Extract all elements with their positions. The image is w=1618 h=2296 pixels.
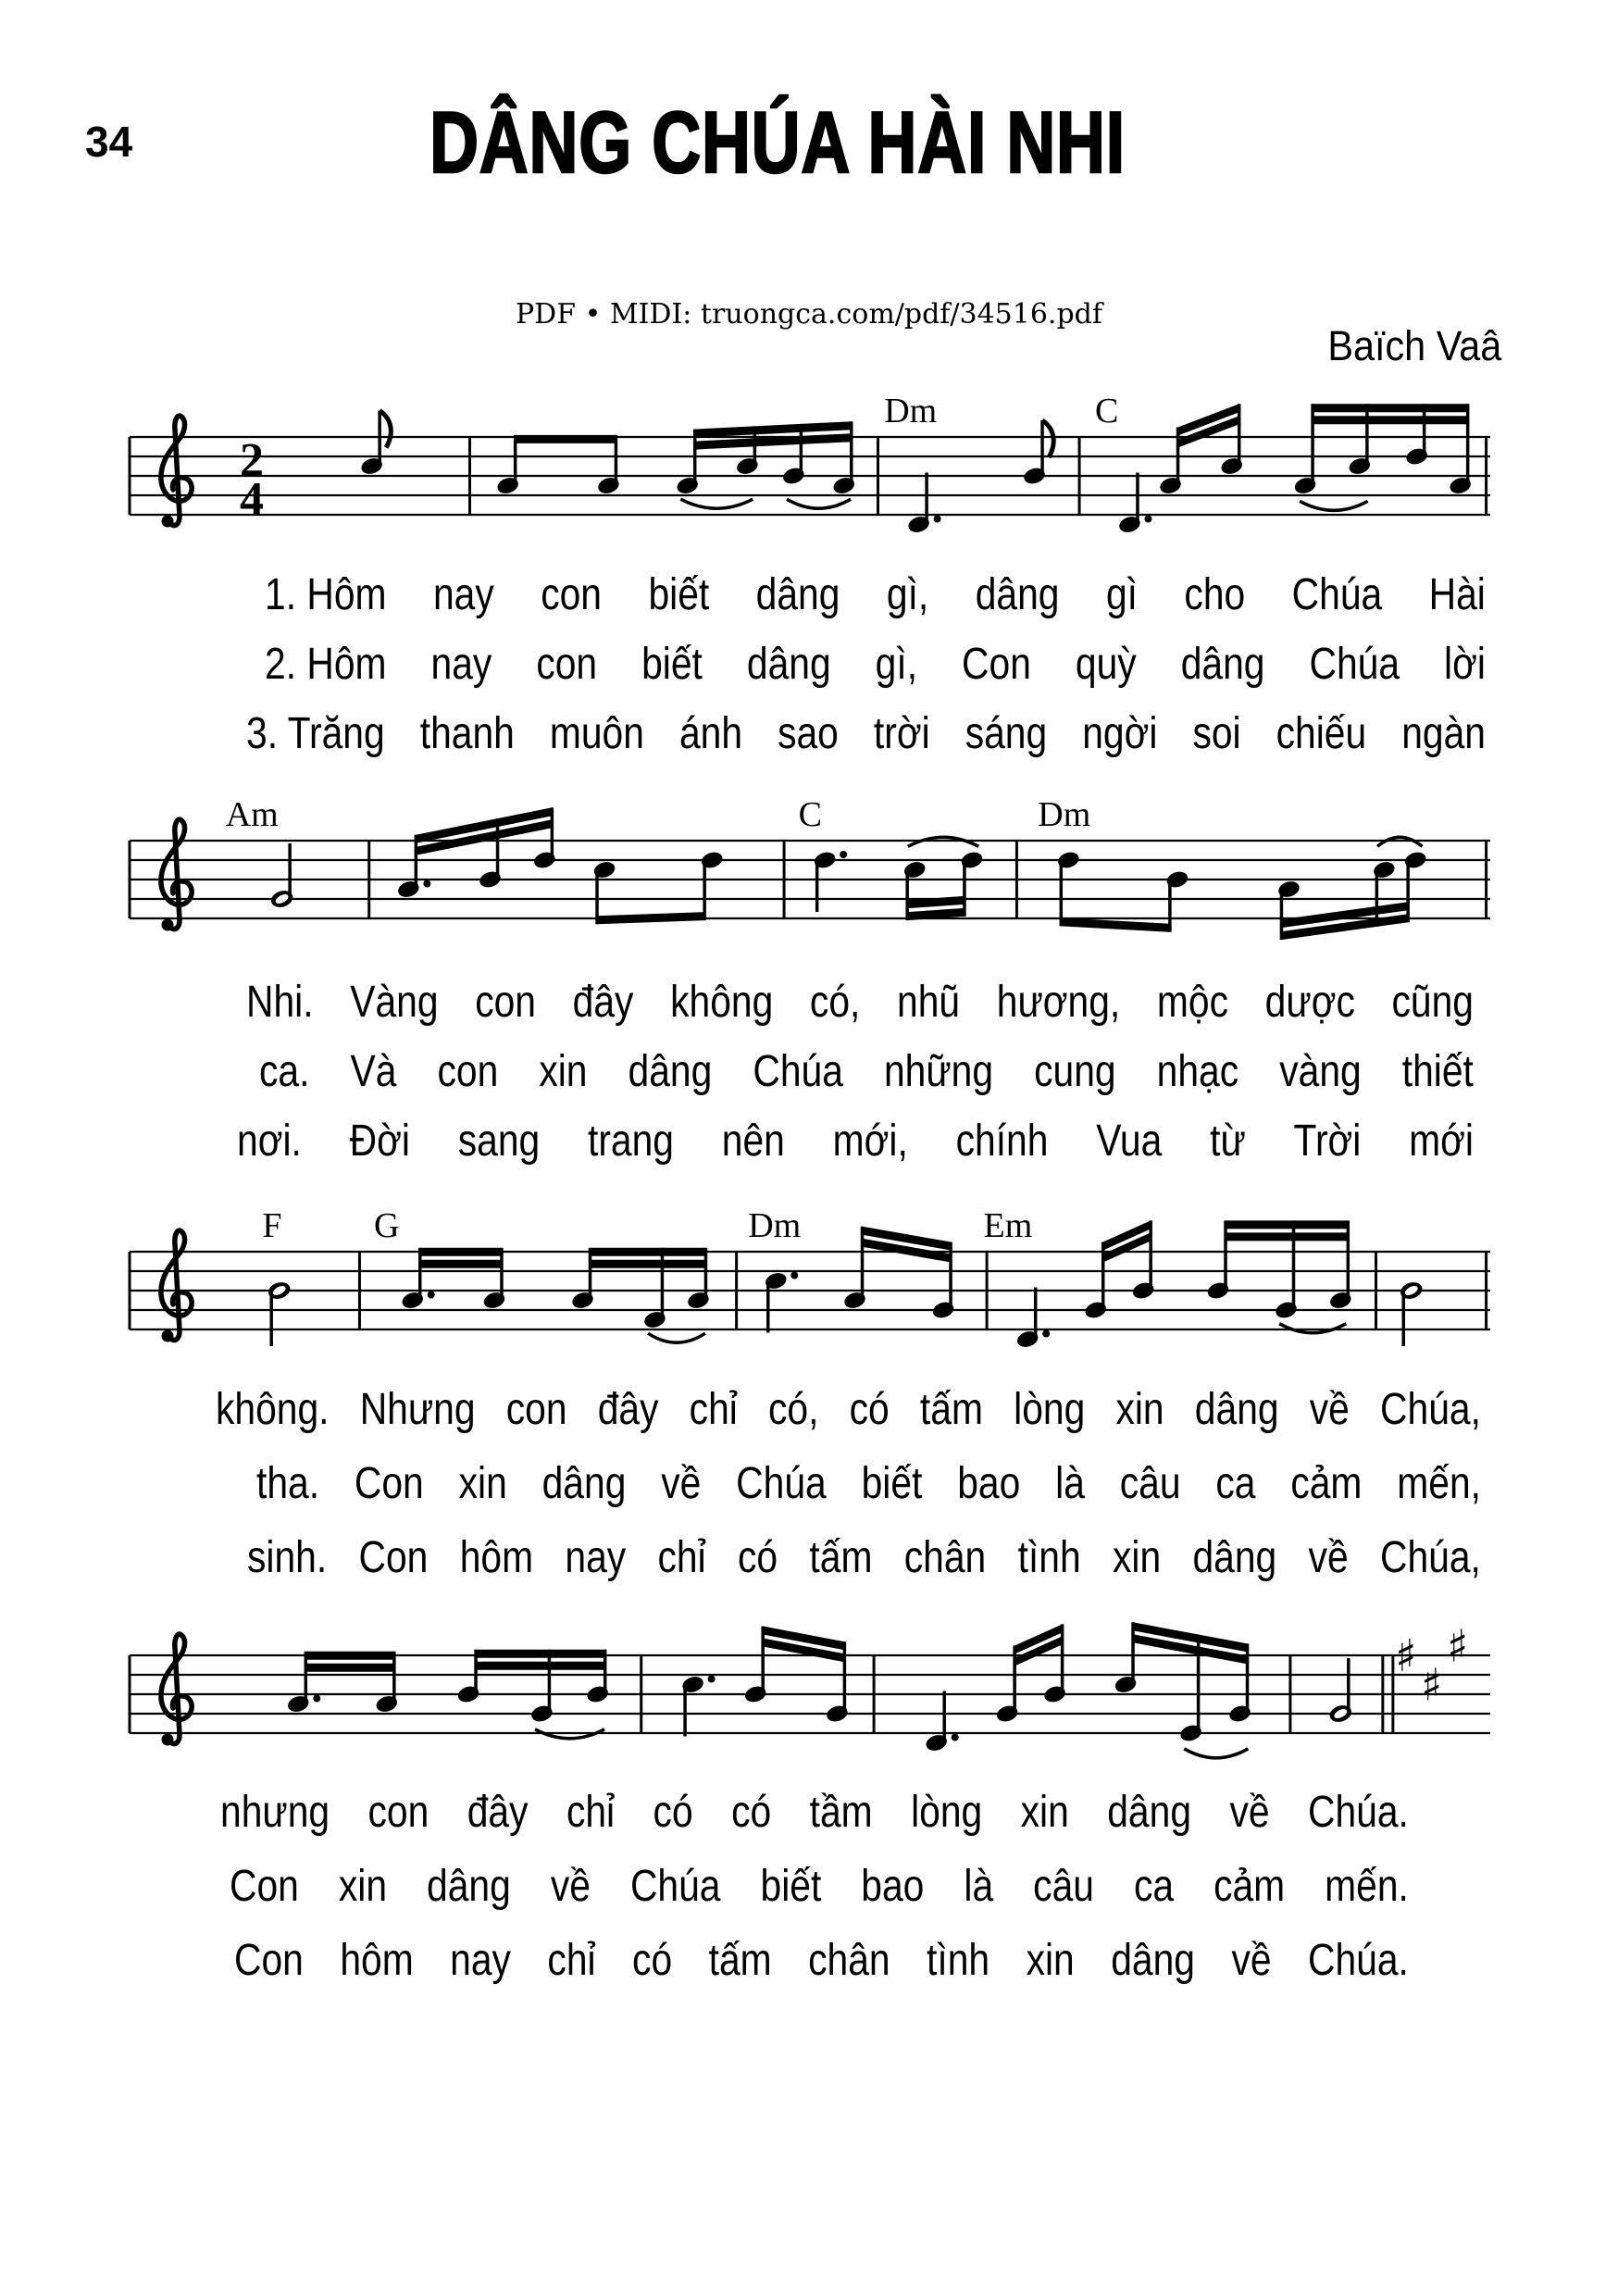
lyric-word: con <box>541 570 602 619</box>
time-signature-denominator: 4 <box>240 473 264 526</box>
lyric-word: mến, <box>1397 1459 1481 1508</box>
lyric-line-5 <box>259 1046 1474 1097</box>
lyric-word: có, <box>809 978 861 1027</box>
lyric-word: tấm <box>708 1936 772 1985</box>
chord-symbol: Em <box>983 1206 1033 1245</box>
lyric-word: ngàn <box>1401 709 1486 758</box>
lyric-word: mới, <box>832 1117 908 1166</box>
slur-icon <box>787 499 851 508</box>
lyric-word: tầm <box>809 1788 873 1837</box>
lyric-word: cũng <box>1391 978 1474 1027</box>
lyric-word: 1. Hôm <box>265 570 387 619</box>
lyric-word: lòng <box>911 1788 983 1837</box>
lyric-word: từ <box>1210 1117 1246 1166</box>
lyric-word: 2. Hôm <box>265 640 387 689</box>
lyric-word: dâng <box>1180 640 1265 689</box>
lyric-word: là <box>964 1862 994 1911</box>
lyric-word: nay <box>450 1936 511 1985</box>
lyric-word: thanh <box>419 709 515 758</box>
lyric-word: đây <box>572 978 634 1027</box>
lyric-word: có <box>731 1788 772 1837</box>
lyric-word: xin <box>1115 1385 1164 1434</box>
lyric-word: Chúa <box>753 1047 843 1096</box>
lyric-word: ánh <box>678 709 743 758</box>
lyric-word: nay <box>432 570 494 619</box>
chord-symbol: G <box>373 1206 400 1245</box>
lyric-word: biết <box>648 570 710 619</box>
lyric-word: xin <box>338 1862 388 1911</box>
chord-symbol: Am <box>225 795 279 834</box>
lyric-word: trang <box>588 1117 675 1166</box>
slur-icon <box>908 837 978 846</box>
lyric-word: nhũ <box>897 978 961 1027</box>
lyric-word: Chúa, <box>1379 1533 1481 1582</box>
lyric-word: con <box>437 1047 499 1096</box>
time-signature-numerator: 2 <box>240 434 264 487</box>
lyric-word: dâng <box>1194 1385 1279 1434</box>
lyric-word: không <box>670 978 774 1027</box>
lyric-word: chiếu <box>1276 709 1367 758</box>
lyric-word: sáng <box>965 709 1048 758</box>
lyric-word: Chúa <box>1309 640 1400 689</box>
slur-icon <box>680 499 753 508</box>
lyric-word: dâng <box>975 570 1060 619</box>
lyric-line-12 <box>234 1935 1409 1986</box>
lyric-word: Chúa <box>736 1459 827 1508</box>
lyric-word: con <box>536 640 598 689</box>
lyric-word: nay <box>565 1533 627 1582</box>
lyric-word: có <box>653 1788 693 1837</box>
lyric-word: chân <box>903 1533 987 1582</box>
lyric-word: ca. <box>259 1047 310 1096</box>
lyric-word: nhạc <box>1156 1047 1239 1096</box>
lyric-word: cảm <box>1290 1459 1363 1508</box>
chord-symbol: Dm <box>1038 795 1091 834</box>
slur-icon <box>1184 1749 1248 1758</box>
lyric-word: mộc <box>1156 978 1229 1027</box>
lyric-word: những <box>883 1047 994 1096</box>
lyric-word: về <box>661 1459 702 1508</box>
lyric-word: con <box>505 1385 567 1434</box>
lyric-word: xin <box>1026 1936 1075 1985</box>
slur-icon <box>1300 501 1368 510</box>
lyric-word: hương, <box>996 978 1121 1027</box>
treble-clef-icon <box>161 416 192 527</box>
lyric-word: mới <box>1409 1117 1474 1166</box>
lyric-line-3 <box>246 708 1486 759</box>
lyric-word: nơi. <box>237 1117 302 1166</box>
lyric-word: về <box>1231 1936 1272 1985</box>
chord-symbol: F <box>262 1206 282 1245</box>
lyric-word: nhưng <box>220 1788 330 1837</box>
lyric-word: xin <box>1112 1533 1162 1582</box>
lyric-word: xin <box>1020 1788 1069 1837</box>
lyric-word: sang <box>457 1117 541 1166</box>
lyric-word: về <box>550 1862 591 1911</box>
lyric-word: Hài <box>1428 570 1486 619</box>
lyric-word: Con <box>354 1459 424 1508</box>
lyric-word: chỉ <box>689 1385 738 1434</box>
lyric-word: gì, <box>886 570 929 619</box>
slur-icon <box>1279 1324 1346 1333</box>
lyric-word: Chúa <box>629 1862 721 1911</box>
lyric-word: tấm <box>919 1385 983 1434</box>
lyric-line-4 <box>246 977 1474 1028</box>
lyric-word: xin <box>458 1459 507 1508</box>
lyric-word: ngời <box>1082 709 1158 758</box>
lyric-word: có, <box>768 1385 819 1434</box>
lyric-word: mến. <box>1325 1862 1409 1911</box>
lyric-word: dâng <box>628 1047 713 1096</box>
page-number: 34 <box>85 118 133 166</box>
lyric-word: chỉ <box>547 1936 596 1985</box>
lyric-word: sao <box>778 709 839 758</box>
lyric-word: cho <box>1184 570 1246 619</box>
chord-symbol: C <box>798 795 822 834</box>
lyric-word: dâng <box>1107 1788 1192 1837</box>
lyric-word: Chúa <box>1291 570 1383 619</box>
lyric-word: soi <box>1192 709 1241 758</box>
lyric-word: muôn <box>549 709 644 758</box>
lyric-word: biết <box>641 640 703 689</box>
lyric-word: về <box>1309 1385 1350 1434</box>
lyric-word: Chúa. <box>1307 1788 1409 1837</box>
lyric-word: tình <box>927 1936 990 1985</box>
lyric-word: Đời <box>349 1117 410 1166</box>
lyric-word: dâng <box>1192 1533 1277 1582</box>
lyric-word: chính <box>955 1117 1049 1166</box>
lyric-word: dâng <box>541 1459 627 1508</box>
lyric-word: hôm <box>340 1936 414 1985</box>
lyric-word: là <box>1055 1459 1085 1508</box>
lyric-word: ca <box>1133 1862 1175 1911</box>
lyric-line-6 <box>237 1116 1474 1167</box>
lyric-word: Con <box>358 1533 429 1582</box>
slur-icon <box>648 1333 705 1342</box>
lyric-word: đây <box>597 1385 659 1434</box>
lyric-word: biết <box>760 1862 822 1911</box>
lyric-word: biết <box>861 1459 923 1508</box>
sharp-icon: ♯ <box>1421 1659 1443 1712</box>
sharp-icon: ♯ <box>1447 1620 1469 1673</box>
lyric-word: câu <box>1033 1862 1094 1911</box>
lyric-word: 3. Trăng <box>246 709 385 758</box>
lyric-word: Nhưng <box>359 1385 476 1434</box>
lyric-word: nên <box>721 1117 785 1166</box>
lyric-word: con <box>367 1788 429 1837</box>
treble-clef-icon <box>161 1230 192 1341</box>
slur-icon <box>1377 837 1423 846</box>
lyric-word: Vàng <box>350 978 439 1027</box>
lyric-line-2 <box>265 639 1486 690</box>
lyric-word: Trời <box>1293 1117 1362 1166</box>
lyric-word: dâng <box>746 640 831 689</box>
song-title: DÂNG CHÚA HÀI NHI <box>429 94 1126 191</box>
sharp-icon: ♯ <box>1395 1630 1417 1682</box>
lyric-word: nay <box>430 640 492 689</box>
lyric-word: có <box>738 1533 778 1582</box>
lyric-word: cung <box>1034 1047 1116 1096</box>
staff-system-2 <box>0 739 1618 1017</box>
lyric-word: Con <box>234 1936 304 1985</box>
lyric-word: chỉ <box>566 1788 616 1837</box>
lyric-word: Chúa. <box>1308 1936 1409 1985</box>
lyric-line-9 <box>247 1532 1481 1583</box>
pdf-midi-link-text: PDF • MIDI: truongca.com/pdf/34516.pdf <box>516 298 1102 331</box>
lyric-word: về <box>1308 1533 1349 1582</box>
lyric-word: thiết <box>1401 1047 1474 1096</box>
lyric-word: chỉ <box>657 1533 706 1582</box>
lyric-word: tình <box>1017 1533 1081 1582</box>
treble-clef-icon <box>161 1634 192 1745</box>
lyric-word: Chúa, <box>1380 1385 1481 1434</box>
lyric-word: có <box>632 1936 673 1985</box>
chord-symbol: C <box>1095 392 1119 430</box>
chord-symbol: Dm <box>884 392 938 430</box>
lyric-word: bao <box>861 1862 925 1911</box>
lyric-word: dâng <box>1111 1936 1195 1985</box>
lyric-word: về <box>1229 1788 1270 1837</box>
composer-credit: Baïch Vaâ <box>1327 322 1501 369</box>
lyric-line-10 <box>220 1787 1409 1838</box>
lyric-word: sinh. <box>247 1533 328 1582</box>
lyric-word: chân <box>808 1936 890 1985</box>
lyric-word: xin <box>539 1047 588 1096</box>
lyric-word: quỳ <box>1075 640 1137 689</box>
eighth-flag-icon <box>1042 420 1053 457</box>
lyric-word: gì, <box>875 640 918 689</box>
lyric-word: bao <box>957 1459 1021 1508</box>
lyric-word: Con <box>230 1862 299 1911</box>
lyric-word: Và <box>350 1047 397 1096</box>
lyric-word: cảm <box>1214 1862 1286 1911</box>
lyric-word: lời <box>1444 640 1486 689</box>
lyric-word: Nhi. <box>246 978 314 1027</box>
lyric-word: câu <box>1119 1459 1181 1508</box>
lyric-word: tấm <box>809 1533 873 1582</box>
lyric-word: dâng <box>755 570 840 619</box>
eighth-flag-icon <box>380 411 391 448</box>
lyric-word: con <box>475 978 536 1027</box>
lyric-word: tha. <box>256 1459 320 1508</box>
lyric-line-1 <box>265 569 1486 620</box>
lyric-word: dược <box>1264 978 1355 1027</box>
lyric-word: Vua <box>1096 1117 1163 1166</box>
lyric-word: đây <box>467 1788 529 1837</box>
chord-symbol: Dm <box>748 1206 802 1245</box>
lyric-word: dâng <box>427 1862 511 1911</box>
lyric-word: vàng <box>1279 1047 1362 1096</box>
lyric-word: gì <box>1105 570 1138 619</box>
lyric-word: có <box>849 1385 890 1434</box>
treble-clef-icon <box>161 819 192 930</box>
lyric-word: Con <box>962 640 1031 689</box>
lyric-word: trời <box>873 709 930 758</box>
lyric-line-8 <box>256 1458 1481 1509</box>
lyric-word: lòng <box>1014 1385 1086 1434</box>
lyric-line-11 <box>230 1861 1409 1912</box>
lyric-word: ca <box>1215 1459 1256 1508</box>
lyric-word: hôm <box>459 1533 534 1582</box>
lyric-line-7 <box>216 1384 1481 1435</box>
lyric-word: không. <box>216 1385 330 1434</box>
